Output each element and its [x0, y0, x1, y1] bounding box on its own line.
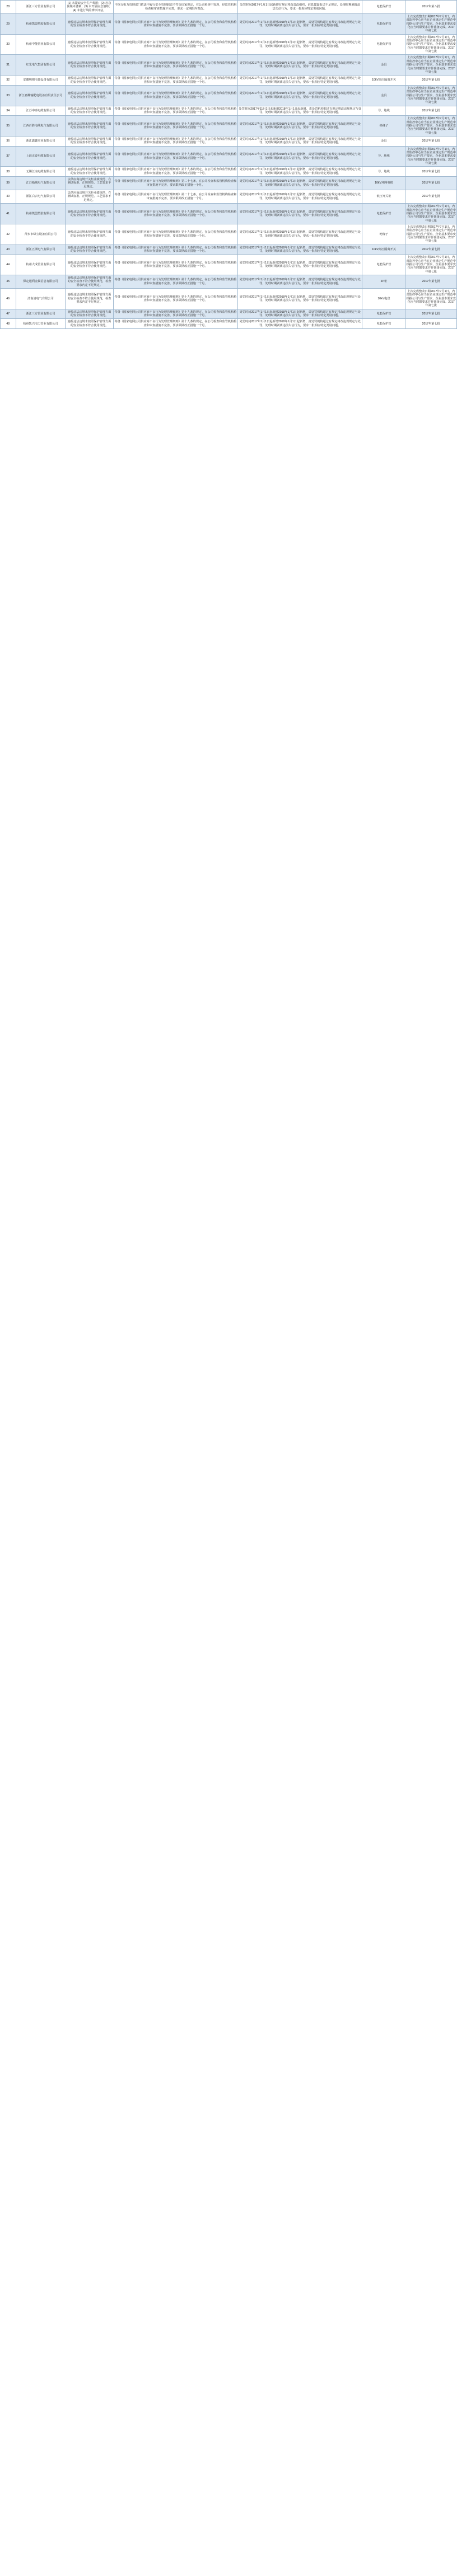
company-name: 杭州凯盟塑胶有限公司 — [16, 204, 66, 224]
table-row — [1, 76, 457, 86]
company-name: 萍乡市绿宝设备有限公司 — [16, 224, 66, 245]
company-name: 浙江三方管业有限公司 — [16, 1, 66, 14]
violation-facts: 特备《国家电网公司供应商不良行为处理管理细则》第十九条的规定，在公司检查和监管机构检查和审查措施不完善，要求限期改正措施一个月。 — [113, 255, 237, 275]
company-name: 杭州凯盟塑胶有限公司 — [16, 14, 66, 35]
category: 电能保护管 — [362, 1, 405, 14]
table-row — [1, 106, 457, 116]
category: 电能保护管 — [362, 34, 405, 55]
handling-result: 处罚时间2017年1月1日起新增2018年1月1日起新增，责处罚机构超过有规定将改违规规定与处罚，处理时期剥离违法失信行为，要求一批相应特定类别问题。 — [238, 204, 362, 224]
category: 10kV电盘 — [362, 289, 405, 309]
remark: 2017年第七批 — [405, 190, 457, 204]
company-name: 杭州中能管业有限公司 — [16, 34, 66, 55]
remark: 2017年第七批 — [405, 275, 457, 289]
case-nature: 法供应商违规开关柜业绩规范、在测试标准、正规规范、工艺要求不足规定。 — [66, 190, 114, 204]
company-name: 江苏中泰电缆有限公司 — [16, 106, 66, 116]
penalty-table-sheet — [0, 0, 457, 329]
row-index: 44 — [1, 255, 16, 275]
case-nature: 施检违法违规未按照保护管理方面的安全检查不符合使用规范。 — [66, 85, 114, 106]
company-name: 浙江嘉耀输配电设备有限责任公司 — [16, 85, 66, 106]
case-nature: 施检违法违规未按照保护管理方面的安全检查不符合使用规范。 — [66, 167, 114, 177]
row-index: 34 — [1, 106, 16, 116]
case-nature: 施检违法违规未按照保护管理方面的安全检查不符合使用规范。 — [66, 204, 114, 224]
company-name: 江西百胜电线电气有限公司 — [16, 116, 66, 137]
case-nature: 施检违法违规未按照保护管理方面的安全检查不符合使用规范。 — [66, 55, 114, 76]
table-row — [1, 34, 457, 55]
case-nature: 施检违法违规未按照保护管理方面的安全检查不符合使用规范。 — [66, 116, 114, 137]
handling-result: 处罚时间2017年1月1日起新增2018年1月1日起新增，责处罚机构超过有规定将改违规规定与处罚，处理时期剥离违法失信行为，要求一批相应特定类别问题。 — [238, 55, 362, 76]
table-row — [1, 167, 457, 177]
table-row — [1, 55, 457, 76]
remark: 2017年第七批 — [405, 137, 457, 147]
category: JP柜 — [362, 275, 405, 289]
handling-result: 处罚时间2017年1月1日起新增2018年1月1日起新增，责处罚机构超过有规定将改违规规定与处罚，处理时期剥离违法失信行为，要求一批相应特定类别问题。 — [238, 190, 362, 204]
violation-facts: 特备《国家电网公司供应商不良行为处理管理细则》第十九条的规定，在公司检查和监管机构检查和审查措施不完善，要求限期改正措施一个月。 — [113, 167, 237, 177]
remark: 上次完成整改日期2017年7月1日，内部监控中心应当在企业规定生产规范中根据公司与生产要求，企业基本要求变化应当时限要求并作准备完成。2017年第七批 — [405, 224, 457, 245]
remark: 上次完成整改日期2017年7月1日，内部监控中心应当在企业规定生产规范中根据公司与生产要求，企业基本要求变化应当时限要求并作准备完成。2017年第七批 — [405, 55, 457, 76]
row-index: 48 — [1, 319, 16, 329]
violation-facts: 特备《国家电网公司供应商不良行为处理管理细则》第二十七条，在公司检查和监管机构检查和审查措施不完善，要求限期改正措施一个月。 — [113, 190, 237, 204]
remark: 2017年第七批 — [405, 245, 457, 255]
violation-facts: 特备《国家电网公司供应商不良行为处理管理细则》第十九条的规定，在公司检查和监管机构检查和审查措施不完善，要求限期改正措施一个月。 — [113, 106, 237, 116]
category: 绝缘子 — [362, 224, 405, 245]
row-index: 37 — [1, 146, 16, 167]
row-index: 33 — [1, 85, 16, 106]
case-nature: 施检违法违规未按照保护管理方面的安全检查不符合使用规范，检查要求内定不足规定。 — [66, 275, 114, 289]
row-index: 39 — [1, 177, 16, 190]
handling-result: 处罚时间2017年1月1日起新增2018年1月1日起新增，责处罚机构超过有规定将改违规规定与处罚，处理时期剥离违法失信行为，要求一批相应特定类别问题。 — [238, 116, 362, 137]
company-name: 江苏箱城电气有限公司 — [16, 177, 66, 190]
table-row — [1, 255, 457, 275]
handling-result: 处罚时间2017年1月1日起新增2018年1月1日起新增，责处罚机构超过有规定将改违规规定与处罚，处理时期剥离违法失信行为，要求一批相应特定类别问题。 — [238, 76, 362, 86]
violation-facts: 特备《国家电网公司供应商不良行为处理管理细则》第十九条的规定，在公司检查和监管机构检查和审查措施不完善，要求限期改正措施一个月。 — [113, 85, 237, 106]
remark: 2017年第八批 — [405, 1, 457, 14]
row-index: 28 — [1, 1, 16, 14]
table-row — [1, 289, 457, 309]
table-row — [1, 190, 457, 204]
table-body — [1, 1, 457, 329]
case-nature: 施检违法违规未按照保护管理方面的安全检查不符合使用规范。 — [66, 319, 114, 329]
case-nature: 施检违法违规未按照保护管理方面的安全检查不符合使用规范。 — [66, 245, 114, 255]
violation-facts: 特备《国家电网公司供应商不良行为处理管理细则》第十九条的规定，在公司检查和监管机构检查和审查措施不完善，要求限期改正措施一个月。 — [113, 309, 237, 319]
company-name: 浙江五洲电气有限公司 — [16, 245, 66, 255]
company-name: 安徽明锦电器设备有限公司 — [16, 76, 66, 86]
case-nature: 施检违法违规未按照保护管理方面的安全检查不符合使用规范。 — [66, 14, 114, 35]
remark: 2017年第七批 — [405, 167, 457, 177]
handling-result: 处罚时间2017年1月1日起新增2018年1月1日起新增，责处罚机构超过有规定将改违规规定与处罚，处理时期剥离违法失信行为，要求一批相应特定类别问题。 — [238, 319, 362, 329]
violation-facts: 特备《国家电网公司供应商不良行为处理管理细则》第二十七条，在公司检查和监管机构检查和审查措施不完善，要求限期改正措施一个月。 — [113, 177, 237, 190]
table-row — [1, 146, 457, 167]
category: 绝缘子 — [362, 116, 405, 137]
penalty-table — [0, 0, 457, 329]
case-nature: 施检违法违规未按照保护管理方面的安全检查不符合使用规范。 — [66, 146, 114, 167]
row-index: 35 — [1, 116, 16, 137]
violation-facts: 特备《国家电网公司供应商不良行为处理管理细则》第十九条的规定，在公司检查和监管机构检查和审查措施不完善，要求限期改正措施一个月。 — [113, 34, 237, 55]
company-name: 红光电气集团有限公司 — [16, 55, 66, 76]
company-name: 上海正泰电缆有限公司 — [16, 146, 66, 167]
case-nature: 法供应商违规开关柜业绩规范、在测试标准、正规规范、工艺要求不足规定。 — [66, 177, 114, 190]
remark: 2017年第七批 — [405, 319, 457, 329]
remark: 2017年第七批 — [405, 309, 457, 319]
row-index: 36 — [1, 137, 16, 147]
handling-result: 处罚时间2017年1月1日起新增2018年1月1日起新增，责处罚机构超过有规定将改违规规定与处罚，处理时期剥离违法失信行为，要求一批相应特定类别问题。 — [238, 245, 362, 255]
case-nature: 施检违法违规未按照保护管理方面的安全检查不符合使用规范。 — [66, 137, 114, 147]
category: 电能保护管 — [362, 255, 405, 275]
remark: 2017年第七批 — [405, 177, 457, 190]
case-nature: 施检违法违规未按照保护管理方面的安全检查不符合使用规范。 — [66, 309, 114, 319]
category: 10kV高压隔离开关 — [362, 76, 405, 86]
row-index: 47 — [1, 309, 16, 319]
category: 金具 — [362, 85, 405, 106]
handling-result: 处罚时间2017年1月1日起新增2018年1月1日起新增，责处罚机构超过有规定将改违规规定与处罚，处理时期剥离违法失信行为，要求一批相应特定类别问题。 — [238, 224, 362, 245]
case-nature: 施检违法违规未按照保护管理方面的安全检查不符合使用规范。 — [66, 255, 114, 275]
violation-facts: 特备《国家电网公司供应商不良行为处理管理细则》第十九条的规定，在公司检查和监管机构检查和审查措施不完善，要求限期改正措施一个月。 — [113, 146, 237, 167]
category: 导、地线 — [362, 167, 405, 177]
remark: 上次完成整改日期2017年7月1日，内部监控中心应当在企业规定生产规范中根据公司与生产要求，企业基本要求变化应当时限要求并作准备完成。2017年第七批 — [405, 255, 457, 275]
remark: 上次完成整改日期2017年7月1日，内部监控中心应当在企业规定生产规范中根据公司与生产要求，企业基本要求变化应当时限要求并作准备完成。2017年第七批 — [405, 204, 457, 224]
remark: 2017年第七批 — [405, 106, 457, 116]
handling-result: 处罚时间2017年1月1日起新增2018年1月1日起新增，责处罚机构超过有规定将改违规规定与处罚，处理时期剥离违法失信行为，要求一批相应特定类别问题。 — [238, 85, 362, 106]
company-name: 浙江白云电气有限公司 — [16, 190, 66, 204]
violation-facts: 特备《国家电网公司供应商不良行为处理管理细则》第十九条的规定，在公司检查和监管机构检查和审查措施不完善，要求限期改正措施一个月。 — [113, 319, 237, 329]
remark: 上次完成整改日期2017年7月1日，内部监控中心应当在企业规定生产规范中根据公司与生产要求，企业基本要求变化应当时限要求并作准备完成。2017年第七批 — [405, 85, 457, 106]
row-index: 45 — [1, 275, 16, 289]
violation-facts: 特备《国家电网公司供应商不良行为处理管理细则》第十九条的规定，在公司检查和监管机构检查和审查措施不完善，要求限期改正措施一个月。 — [113, 224, 237, 245]
violation-facts: 特备《国家电网公司供应商不良行为处理管理细则》第十九条的规定，在公司检查和监管机构检查和审查措施不完善，要求限期改正措施一个月。 — [113, 14, 237, 35]
violation-facts: 特备《国家电网公司供应商不良行为处理管理细则》第十九条的规定，在公司检查和监管机构检查和审查措施不完善，要求限期改正措施一个月。 — [113, 275, 237, 289]
handling-result: 处罚时间2017年1月1日起新增2018年1月1日起新增，责处罚机构超过有规定将改违规规定与处罚，处理时期剥离违法失信行为，要求一批相应特定类别问题。 — [238, 34, 362, 55]
remark: 上次完成整改日期2017年7月1日，内部监控中心应当在企业规定生产规范中根据公司与生产要求，企业基本要求变化应当时限要求并作准备完成。2017年第七批 — [405, 116, 457, 137]
violation-facts: 特备《国家电网公司供应商不良行为处理管理细则》第十九条的规定，在公司检查和监管机构检查和审查措施不完善，要求限期改正措施一个月。 — [113, 55, 237, 76]
violation-facts: 特备《国家电网公司供应商不良行为处理管理细则》第十九条的规定，在公司检查和监管机构检查和审查措施不完善，要求限期改正措施一个月。 — [113, 137, 237, 147]
case-nature: 施检违法违规未按照保护管理方面的安全检查不符合使用规范。 — [66, 106, 114, 116]
category: 金具 — [362, 55, 405, 76]
table-row — [1, 1, 457, 14]
table-row — [1, 14, 457, 35]
remark: 2017年第七批 — [405, 76, 457, 86]
company-name: 杭州大成管业有限公司 — [16, 255, 66, 275]
remark: 上次完成整改日期2017年7月1日，内部监控中心应当在企业规定生产规范中根据公司与生产要求，企业基本要求变化应当时限要求并作准备完成。2017年第七批 — [405, 34, 457, 55]
table-row — [1, 137, 457, 147]
row-index: 38 — [1, 167, 16, 177]
company-name: 杭州凯兴电力管业有限公司 — [16, 319, 66, 329]
handling-result: 处罚时间2017年1月1日起新增2018年1月1日起新增，责处罚机构超过有规定将改违规规定与处罚，处理时期剥离违法失信行为，要求一批相应特定类别问题。 — [238, 177, 362, 190]
row-index: 31 — [1, 55, 16, 76]
company-name: 浙江三方管业有限公司 — [16, 309, 66, 319]
table-row — [1, 309, 457, 319]
table-row — [1, 224, 457, 245]
category: 电能保护管 — [362, 309, 405, 319]
category: 导、地线 — [362, 146, 405, 167]
remark: 上次完成整改日期2017年7月1日，内部监控中心应当在企业规定生产规范中根据公司与生产要求，企业基本要求变化应当时限要求并作准备完成。2017年第七批 — [405, 146, 457, 167]
remark: 上次完成整改日期2017年7月1日，内部监控中心应当在企业规定生产规范中根据公司与生产要求，企业基本要求变化应当时限要求并作准备完成。2017年第七批 — [405, 289, 457, 309]
handling-result: 处罚时间2017年1月1日起新增2018年1月1日起新增，责处罚机构超过有规定将改违规规定与处罚，处理时期剥离违法失信行为，要求一批相应特定类别问题。 — [238, 255, 362, 275]
company-name: 保定通利金属信息有限公司 — [16, 275, 66, 289]
handling-result: 处罚时间2017年1月1日起新增2018年1月1日起新增，责处罚机构超过有规定将改违规规定与处罚，处理时期剥离违法失信行为，要求一批相应特定类别问题。 — [238, 167, 362, 177]
category: 导、地线 — [362, 106, 405, 116]
case-nature: 施检违法违规未按照保护管理方面的安全检查不符合使用规范。 — [66, 76, 114, 86]
table-row — [1, 319, 457, 329]
case-nature: 施检违法违规未按照保护管理方面的安全检查不符合使用规范，检查要求内定不足规定。 — [66, 289, 114, 309]
category: 低压开关柜 — [362, 190, 405, 204]
table-row — [1, 275, 457, 289]
row-index: 29 — [1, 14, 16, 35]
remark: 上次完成整改日期2017年7月1日，内部监控中心应当在企业规定生产规范中根据公司与生产要求，企业基本要求变化应当时限要求并作准备完成。2017年第七批 — [405, 14, 457, 35]
category: 10kV高压隔离开关 — [362, 245, 405, 255]
case-nature: 施检违法违规未按照保护管理方面的安全检查不符合使用规范。 — [66, 34, 114, 55]
handling-result: 处罚时间2017年1月1日起新增2018年1月1日起新增，责处罚机构超过有规定将改违规规定与处罚，处理时期剥离违法失信行为，要求一批相应特定类别问题。 — [238, 137, 362, 147]
row-index: 41 — [1, 204, 16, 224]
handling-result: 处罚时间2017年1月1日起新增2018年1月1日起新增，责处罚机构超过有规定将改违规规定与处罚，处理时期剥离违法失信行为，要求一批相应特定类别问题。 — [238, 275, 362, 289]
table-row — [1, 177, 457, 190]
category: 电能保护管 — [362, 14, 405, 35]
row-index: 30 — [1, 34, 16, 55]
row-index: 42 — [1, 224, 16, 245]
category: 电能保护管 — [362, 319, 405, 329]
handling-result: 处罚时间2017年1月1日起新增有规定将改责改组织，信息披露报送不足规定，处理时期剥离违法失信行为，要求一批相应特定类别问题。 — [238, 1, 362, 14]
category: 10kV环网电缆 — [362, 177, 405, 190]
table-row — [1, 204, 457, 224]
category: 金具 — [362, 137, 405, 147]
company-name: 浙江鑫鑫实业有限公司 — [16, 137, 66, 147]
row-index: 46 — [1, 289, 16, 309]
row-index: 40 — [1, 190, 16, 204]
violation-facts: 特备《国家电网公司供应商不良行为处理管理细则》第十九条的规定，在公司检查和监管机构检查和审查措施不完善，要求限期改正措施一个月。 — [113, 204, 237, 224]
violation-facts: 不执行电力管理部门依法不履行安全管理职责不符合国家规定，在公司检查中发现，经监管机构检查和审查措施不完善，要求一定期限内整改。 — [113, 1, 237, 14]
company-name: 济南清电气有限公司 — [16, 289, 66, 309]
case-nature: (1) 未提取安全生产费用；(2) 应急预案未备案；(3) 未开展应急演练；(4) 未进行风险辨识评估。 — [66, 1, 114, 14]
violation-facts: 特备《国家电网公司供应商不良行为处理管理细则》第十九条的规定，在公司检查和监管机构检查和审查措施不完善，要求限期改正措施一个月。 — [113, 116, 237, 137]
handling-result: 处罚时间2017年1月1日起新增2018年1月1日起新增，责处罚机构超过有规定将改违规规定与处罚，处理时期剥离违法失信行为，要求一批相应特定类别问题。 — [238, 146, 362, 167]
handling-result: 处罚时间2017年1月1日起新增2018年1月1日起新增，责处罚机构超过有规定将改违规规定与处罚，处理时期剥离违法失信行为，要求一批相应特定类别问题。 — [238, 309, 362, 319]
handling-result: 处罚时间2017年1月1日起新增2018年1月1日起新增，责处罚机构超过有规定将改违规规定与处罚，处理时期剥离违法失信行为，要求一批相应特定类别问题。 — [238, 289, 362, 309]
handling-result: 处罚时间2017年1月1日起新增2018年1月1日起新增，责处罚机构超过有规定将改违规规定与处罚，处理时期剥离违法失信行为，要求一批相应特定类别问题。 — [238, 14, 362, 35]
violation-facts: 特备《国家电网公司供应商不良行为处理管理细则》第十九条的规定，在公司检查和监管机构检查和审查措施不完善，要求限期改正措施一个月。 — [113, 245, 237, 255]
violation-facts: 特备《国家电网公司供应商不良行为处理管理细则》第十九条的规定，在公司检查和监管机构检查和审查措施不完善，要求限期改正措施一个月。 — [113, 76, 237, 86]
category: 电能保护管 — [362, 204, 405, 224]
table-row — [1, 85, 457, 106]
row-index: 32 — [1, 76, 16, 86]
violation-facts: 特备《国家电网公司供应商不良行为处理管理细则》第十九条的规定，在公司检查和监管机构检查和审查措施不完善，要求限期改正措施一个月。 — [113, 289, 237, 309]
case-nature: 施检违法违规未按照保护管理方面的安全检查不符合使用规范。 — [66, 224, 114, 245]
table-row — [1, 245, 457, 255]
row-index: 43 — [1, 245, 16, 255]
handling-result: 处罚时间2017年11月1日起新增2018年1月1日起新增，责处罚机构超过有规定将改违规规定与处罚，处理时期剥离违法失信行为，要求一批相应特定类别问题。 — [238, 106, 362, 116]
table-row — [1, 116, 457, 137]
company-name: 无锡江南电缆有限公司 — [16, 167, 66, 177]
